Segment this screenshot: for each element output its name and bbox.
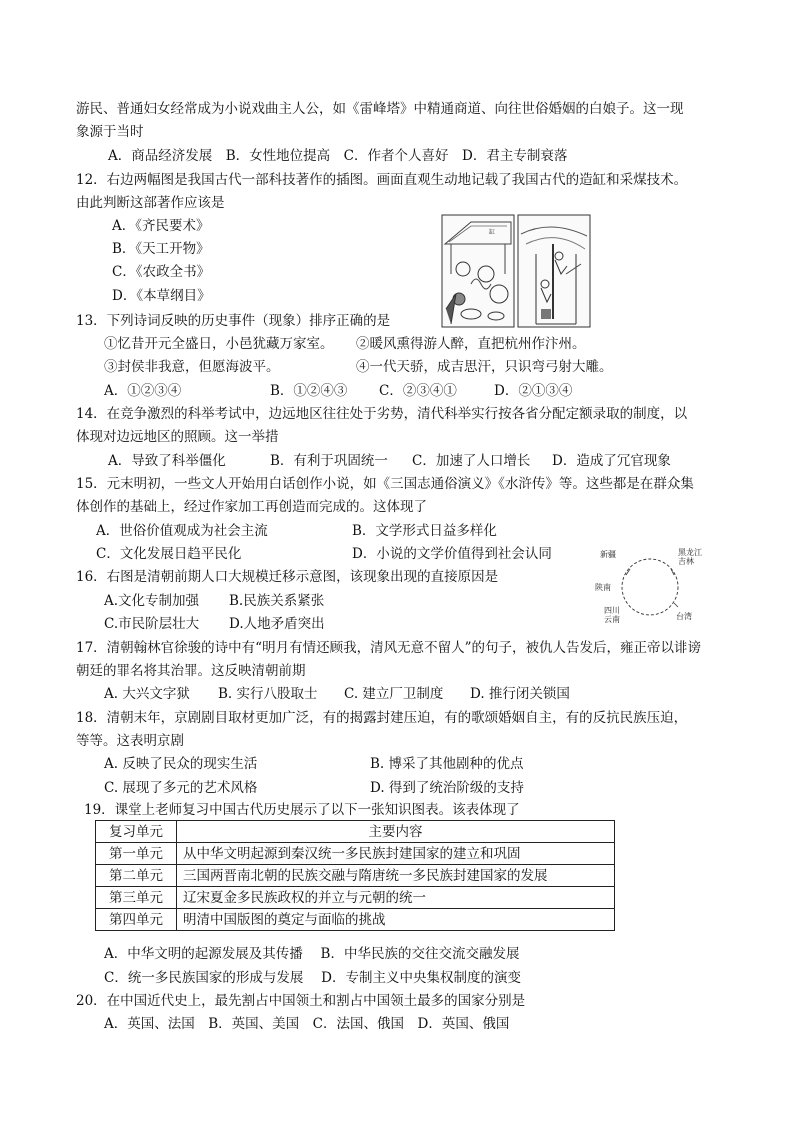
option-a: A. 大兴文字狱 [104,686,190,702]
option-b: B．有利于巩固统一 [270,453,388,469]
table-row [96,909,615,931]
option-d: D．造成了冗官现象 [552,453,671,469]
answer-options: A．商品经济发展 B．女性地位提高 C．作者个人喜好 D．君主专制衰落 [108,148,568,164]
table-row [96,843,615,865]
table-row [96,865,615,887]
question-text: 游民、普通妇女经常成为小说戏曲主人公，如《雷峰塔》中精通商道、向往世俗婚姻的白娘子。这一现 [76,101,684,117]
book-illustrations-image [441,214,591,328]
option-d: D. 得到了统治阶级的支持 [370,780,524,796]
poem-1: ①忆昔开元全盛日，小邑犹藏万家室。 [104,336,334,352]
label-shaanxi: 陕南 [595,583,611,592]
option-a: A．世俗价值观成为社会主流 [96,523,268,539]
question-16-stem: 16．右图是清朝前期人口大规模迁移示意图，该现象出现的直接原因是 [76,569,499,585]
migration-map [590,545,708,625]
label-yunnan: 云南 [604,615,620,624]
option-a: A．导致了科举僵化 [108,453,226,469]
option-c: C．《农政全书》 [112,264,211,280]
option-d: D. 推行闭关锁国 [470,686,570,702]
label-jilin: 吉林 [678,557,694,566]
options-ab: A．中华文明的起源发展及其传播 B．中华民族的交往交流交融发展 [104,946,520,962]
option-c: C. 建立厂卫制度 [344,686,444,702]
option-d: D．《本草纲目》 [112,288,211,304]
table-cell: 从中华文明起源到秦汉统一多民族封建国家的建立和巩固 [177,843,615,865]
table-cell: 三国两晋南北朝的民族交融与隋唐统一多民族封建国家的发展 [177,865,615,887]
label-xinjiang: 新疆 [600,550,616,559]
table-cell: 辽宋夏金多民族政权的并立与元朝的统一 [177,887,615,909]
table-header-row [96,821,615,843]
option-d: D．②①③④ [494,383,573,399]
table-cell: 第三单元 [96,887,177,909]
option-d: D.人地矛盾突出 [229,616,325,632]
question-15-stem: 15．元末明初，一些文人开始用白话创作小说，如《三国志通俗演义》《水浒传》等。这些都是在群众集 [76,476,694,492]
question-17-stem: 17．清朝翰林官徐骏的诗中有“明月有情还顾我，清风无意不留人”的句子，被仇人告发后，雍正帝以诽谤 [76,640,701,656]
option-a: A. 反映了民众的现实生活 [104,756,258,772]
question-18-stem: 18．清朝末年，京剧剧目取材更加广泛，有的揭露封建压迫，有的歌颂婚姻自主，有的反抗民族压迫， [76,710,688,726]
option-c: C．②③④① [379,383,457,399]
option-b: B．《天工开物》 [112,241,210,257]
option-b: B．文学形式日益多样化 [352,523,497,539]
options-cd: C．统一多民族国家的形成与发展 D．专制主义中央集权制度的演变 [104,970,521,986]
label-taiwan: 台湾 [676,612,692,621]
poem-2: ②暖风熏得游人醉，直把杭州作汴州。 [356,336,586,352]
svg-text:缸: 缸 [489,229,496,236]
question-17-stem-cont: 朝廷的罪名将其治罪。这反映清朝前期 [76,663,306,679]
table-header: 复习单元 [96,821,177,843]
question-12-stem-cont: 由此判断这部著作应该是 [76,195,225,211]
question-14-stem: 14．在竞争激烈的科举考试中，边远地区往往处于劣势，清代科举实行按各省分配定额录取的制度，以 [76,406,688,422]
answer-options: A．英国、法国 B．英国、美国 C．法国、俄国 D．英国、俄国 [104,1016,510,1032]
question-15-stem-cont: 体创作的基础上，经过作家加工再创造而完成的。这体现了 [76,499,427,515]
knowledge-table [95,820,615,931]
option-b: B．①②④③ [270,383,348,399]
table-header: 主要内容 [177,821,615,843]
option-b: B. 博采了其他剧种的优点 [370,756,524,772]
option-c: C．加速了人口增长 [412,453,531,469]
poem-3: ③封侯非我意，但愿海波平。 [104,359,280,375]
option-c: C．文化发展日趋平民化 [96,546,242,562]
table-cell: 第四单元 [96,909,177,931]
question-13-stem: 13．下列诗词反映的历史事件（现象）排序正确的是 [76,313,391,329]
option-a: A．①②③④ [104,383,182,399]
question-19-stem: 19．课堂上老师复习中国古代历史展示了以下一张知识图表。该表体现了 [84,802,520,818]
question-18-stem-cont: 等等。这表明京剧 [76,733,184,749]
option-d: D．小说的文学价值得到社会认同 [352,546,552,562]
option-a: A.文化专制加强 [104,593,200,609]
question-text: 象源于当时 [76,124,144,140]
label-heilongjiang: 黑龙江 [678,548,702,557]
option-b: B. 实行八股取士 [218,686,318,702]
table-cell: 第一单元 [96,843,177,865]
option-c: C. 展现了多元的艺术风格 [104,780,258,796]
question-14-stem-cont: 体现对边远地区的照顾。这一举措 [76,429,279,445]
option-c: C.市民阶层壮大 [104,616,200,632]
table-cell: 明清中国版图的奠定与面临的挑战 [177,909,615,931]
poem-4: ④一代天骄，成吉思汗，只识弯弓射大雕。 [356,359,613,375]
table-row [96,887,615,909]
question-20-stem: 20．在中国近代史上，最先割占中国领土和割占中国领土最多的国家分别是 [76,993,526,1009]
option-a: A．《齐民要术》 [112,218,210,234]
table-cell: 第二单元 [96,865,177,887]
label-sichuan: 四川 [604,606,620,615]
option-b: B.民族关系紧张 [229,593,325,609]
question-12-stem: 12．右边两幅图是我国古代一部科技著作的插图。画面直观生动地记载了我国古代的造缸和采煤技术。 [76,172,688,188]
